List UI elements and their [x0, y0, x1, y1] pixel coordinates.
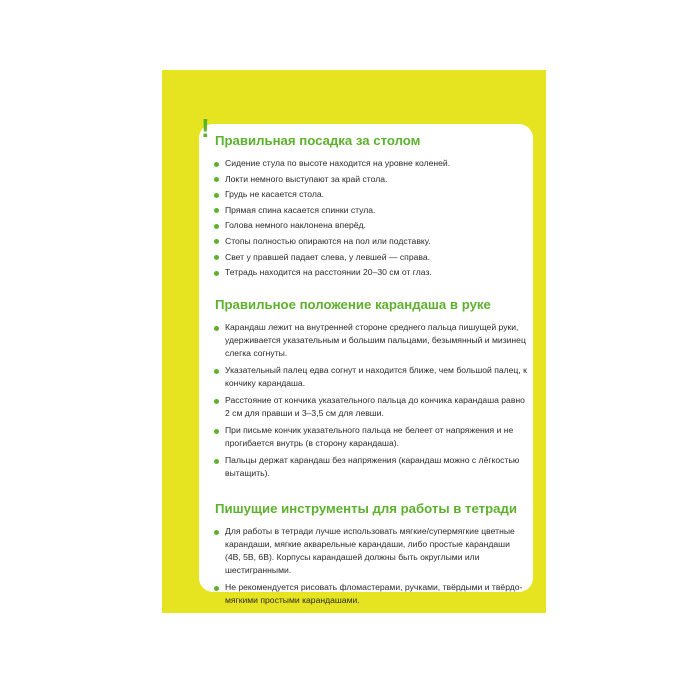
list-item: При письме кончик указательного пальца не белеет от напряжения и не прогибается внутрь (в сторону карандаша). — [212, 424, 528, 450]
list-item: Указательный палец едва согнут и находится ближе, чем большой палец, к кончику карандаша. — [212, 364, 528, 390]
section-title: Правильное положение карандаша в руке — [215, 297, 491, 313]
bullet-list — [212, 321, 528, 480]
list-item: Расстояние от кончика указательного пальца до кончика карандаша равно 2 см для правши и 3–3,5 см для левши. — [212, 394, 528, 420]
list-item: Свет у правшей падает слева, у левшей — справа. — [212, 251, 528, 264]
list-item: Голова немного наклонена вперёд. — [212, 219, 528, 232]
section-title: Правильная посадка за столом — [215, 133, 421, 148]
list-item: Тетрадь находится на расстоянии 20–30 см от глаз. — [212, 266, 528, 279]
section-sitting-posture — [212, 132, 528, 279]
section-writing-tools — [212, 500, 528, 607]
list-item: Грудь не касается стола. — [212, 188, 528, 201]
bullet-list — [212, 525, 528, 607]
list-item: Прямая спина касается спинки стула. — [212, 204, 528, 217]
card-content — [212, 132, 528, 619]
list-item: Локти немного выступают за край стола. — [212, 173, 528, 186]
section-title: Пишущие инструменты для работы в тетради — [215, 501, 517, 517]
exclamation-icon: ! — [201, 113, 210, 143]
list-item: Для работы в тетради лучше использовать мягкие/супермягкие цветные карандаши, мягкие акварельные карандаши, либо простые карандаши (4B, 5B, 6B). Корпусы карандашей должны быть округлыми или шестигранными. — [212, 525, 528, 577]
list-item: Карандаш лежит на внутренней стороне среднего пальца пишущей руки, удерживается указательным и большим пальцами, безымянный и мизинец слегка согнуты. — [212, 321, 528, 360]
list-item: Не рекомендуется рисовать фломастерами, ручками, твёрдыми и твёрдо-мягкими простыми карандашами. — [212, 581, 528, 607]
section-pencil-grip — [212, 296, 528, 480]
bullet-list — [212, 157, 528, 279]
list-item: Сидение стула по высоте находится на уровне коленей. — [212, 157, 528, 170]
list-item: Пальцы держат карандаш без напряжения (карандаш можно с лёгкостью вытащить). — [212, 454, 528, 480]
list-item: Стопы полностью опираются на пол или подставку. — [212, 235, 528, 248]
